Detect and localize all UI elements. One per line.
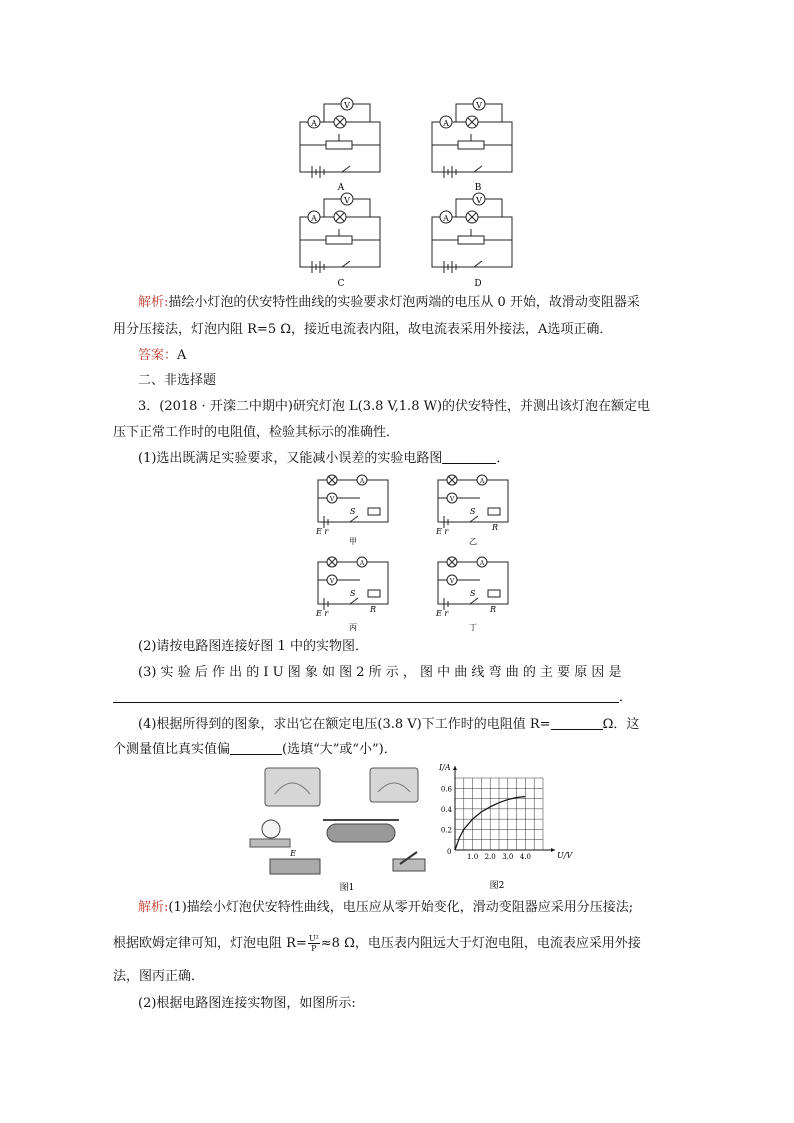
meter-label: V — [449, 578, 455, 585]
battery-label: E r — [316, 527, 329, 536]
meter-label: V — [476, 101, 482, 110]
circuit-label-ding: 丁 — [469, 623, 477, 632]
meter-label: A — [311, 119, 317, 128]
circuit-label-jia: 甲 — [349, 537, 357, 546]
q3-line-1: 3．(2018 · 开滦二中期中)研究灯泡 L(3.8 V,1.8 W)的伏安特性，并测出该灯泡在额定电 — [138, 399, 651, 414]
y-axis-label: I/A — [439, 763, 451, 772]
section-title: 二、非选择题 — [138, 373, 217, 388]
meter-label: V — [449, 496, 455, 503]
x-tick-label: 4.0 — [519, 853, 531, 861]
meter-label: A — [359, 560, 365, 567]
voltmeter-device — [370, 768, 418, 802]
analysis-1-line-2: 用分压接法，灯泡内阻 R=5 Ω，接近电流表内阻，故电流表采用外接法，A选项正确． — [113, 322, 613, 337]
analysis-label: 解析: — [138, 900, 169, 915]
q3-part-3-line-2: ． — [113, 689, 632, 707]
rheostat-label: R — [490, 605, 497, 614]
meter-label: A — [479, 478, 485, 485]
circuit-label-a: A — [337, 183, 345, 193]
chart-grid — [455, 778, 543, 850]
x-axis-label: U/V — [557, 851, 573, 860]
analysis-label: 解析: — [138, 295, 169, 310]
fraction: $\frac{\text{U²}}{P}$ — [308, 934, 319, 953]
figure-2-iu-chart — [435, 760, 575, 894]
x-tick-label: 2.0 — [484, 853, 496, 861]
circuit-label-bing: 丙 — [349, 623, 357, 632]
bulb-icon — [262, 820, 280, 838]
meter-label: V — [329, 496, 335, 503]
circuit-options-figure — [290, 90, 530, 290]
rheostat-label: R — [370, 605, 377, 614]
meter-label: A — [443, 214, 449, 223]
analysis-2-line-2: 根据欧姆定律可知，灯泡电阻 R= $\frac{\text{U²}}{P}$ ≈8 Ω，电压表内阻远大于灯泡电阻，电流表应采用外接 — [113, 934, 641, 953]
switch-label: S — [350, 507, 356, 516]
meter-label: V — [344, 101, 350, 110]
switch-label: S — [470, 589, 476, 598]
x-axis-arrow — [551, 848, 555, 852]
x-tick-label: 1.0 — [467, 853, 479, 861]
y-tick-label: 0.4 — [440, 805, 452, 814]
battery-label: E r — [436, 609, 449, 618]
answer-blank-1[interactable] — [442, 450, 496, 464]
rheostat-label: R — [492, 523, 499, 532]
figure-1-apparatus — [245, 764, 435, 894]
battery-label: E r — [316, 609, 329, 618]
figure-2-caption: 图2 — [489, 881, 505, 891]
analysis-2-line-4: (2)根据电路图连接实物图，如图所示: — [138, 996, 356, 1011]
answer-blank-4[interactable] — [230, 741, 282, 755]
analysis-2-line-3: 法，图丙正确． — [113, 969, 205, 984]
q3-part-2: (2)请按电路图连接好图 1 中的实物图． — [138, 639, 368, 654]
q3-part-1: (1)选出既满足实验要求，又能减小误差的实验电路图 ． — [138, 451, 510, 466]
battery-label: E r — [436, 527, 449, 536]
answer-1: 答案：A — [138, 348, 187, 363]
y-tick-label: 0.2 — [440, 826, 452, 835]
answer-label: 答案： — [138, 348, 178, 363]
battery-device — [270, 859, 320, 874]
answer-blank-3[interactable] — [551, 716, 603, 730]
meter-label: A — [479, 560, 485, 567]
analysis-1-line-1: 解析:描绘小灯泡的伏安特性曲线的实验要求灯泡两端的电压从 0 开始，故滑动变阻器采 — [138, 295, 640, 310]
circuit-choices-figure — [310, 470, 520, 635]
switch-label: S — [350, 589, 356, 598]
q3-line-2: 压下正常工作时的电阻值，检验其标示的准确性． — [113, 425, 400, 440]
rheostat-device — [327, 824, 395, 842]
switch-device — [393, 859, 425, 871]
y-tick-label: 0.6 — [440, 785, 452, 794]
meter-label: V — [329, 578, 335, 585]
meter-label: A — [359, 478, 365, 485]
q3-part-3: (3) 实 验 后 作 出 的 I U 图 象 如 图 2 所 示 ， 图 中 曲 线 弯 曲 的 主 要 原 因 是 — [138, 665, 622, 680]
battery-label: E — [290, 849, 296, 858]
figure-1-caption: 图1 — [339, 883, 355, 893]
y-axis-arrow — [453, 766, 457, 770]
ammeter-device — [265, 768, 320, 806]
meter-label: A — [311, 214, 317, 223]
switch-label: S — [470, 507, 476, 516]
circuit-label-c: C — [337, 279, 345, 289]
meter-label: V — [344, 196, 350, 205]
circuit-label-d: D — [474, 279, 482, 289]
analysis-2-line-1: 解析:(1)描绘小灯泡伏安特性曲线，电压应从零开始变化，滑动变阻器应采用分压接法; — [138, 900, 634, 915]
q3-part-4-line-2: 个测量值比真实值偏 (选填“大”或“小”)． — [113, 742, 397, 757]
circuit-label-b: B — [474, 183, 482, 193]
meter-label: A — [443, 119, 449, 128]
x-tick-label: 3.0 — [502, 853, 514, 861]
q3-part-4: (4)根据所得到的图象，求出它在额定电压(3.8 V)下工作时的电阻值 R= Ω．这 — [138, 717, 640, 732]
circuit-label-yi: 乙 — [469, 537, 477, 546]
meter-label: V — [476, 196, 482, 205]
origin-label: 0 — [447, 848, 452, 856]
answer-blank-2[interactable] — [113, 689, 619, 703]
